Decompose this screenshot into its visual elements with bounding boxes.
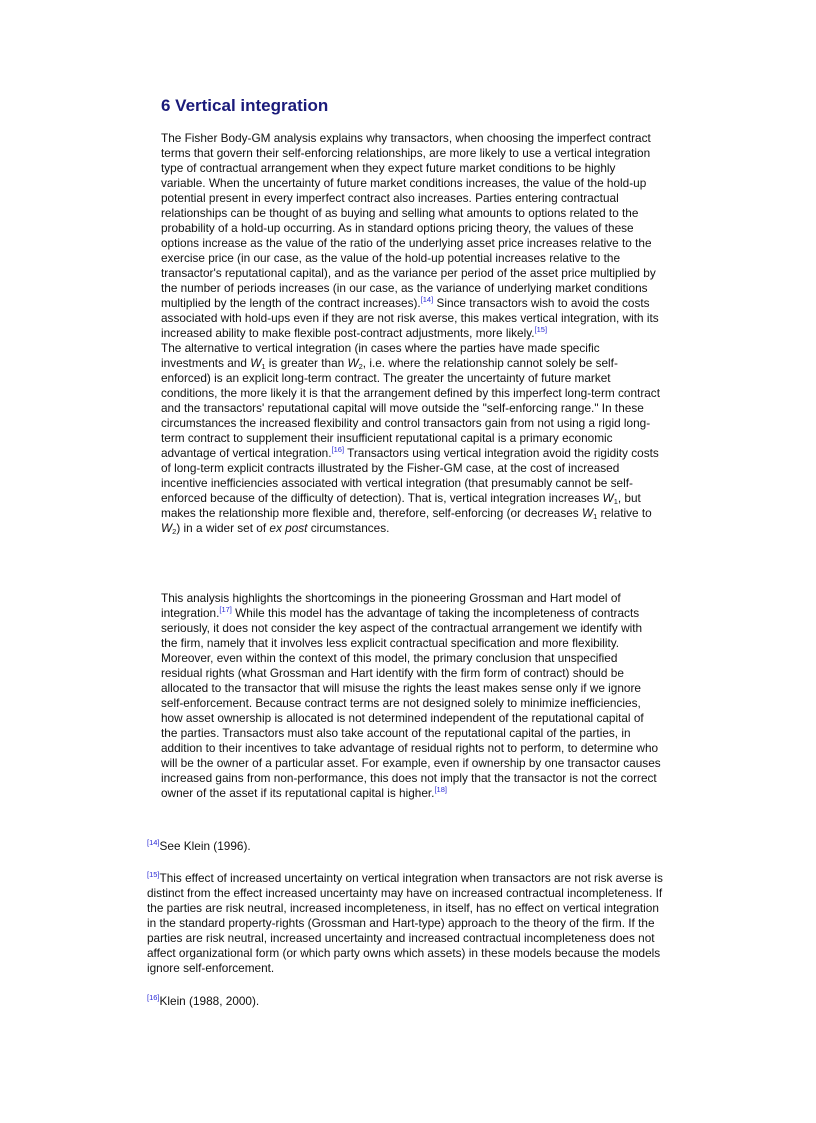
p1-text-3: The alternative to vertical integration (in cases where the parties have made specific investments and <box>161 341 600 370</box>
footnote-ref-16[interactable]: [16] <box>331 445 345 454</box>
footnote-16-text: Klein (1988, 2000). <box>159 994 260 1008</box>
var-w2-a: W <box>347 356 359 370</box>
footnote-ref-18[interactable]: [18] <box>434 785 447 794</box>
p1-text-5: , i.e. where the relationship cannot solely be self-enforced) is an explicit long-term contract. The greater the uncertainty of future market conditions, the more likely it is that the arrangement defined by this imperfect long-term contract and the transactors' reputational capital will move outside the "self-enforcing range." In these circumstances the increased flexibility and control transactors gain from not using a rigid long-term contract to supplement their insufficient reputational capital is a primary economic advantage of vertical integration. <box>161 356 660 460</box>
sub-1-c: 1 <box>593 512 598 521</box>
footnote-15-text: This effect of increased uncertainty on vertical integration when transactors are not risk averse is distinct from the effect increased uncertainty may have on increased contractual incompleteness. If the parties are risk neutral, increased incompleteness, in itself, has no effect on vertical integration in the standard property-rights (Grossman and Hart-type) approach to the theory of the firm. If the parties are risk neutral, increased uncertainty and increased contractual incompleteness does not affect organizational form (or which party owns which assets) in these models because the models ignore self-enforcement. <box>147 871 663 975</box>
sub-2-a: 2 <box>358 362 363 371</box>
section-heading: 6 Vertical integration <box>161 96 329 115</box>
sub-1-b: 1 <box>613 497 618 506</box>
p1-text-6: Transactors using vertical integration avoid the rigidity costs of long-term explicit contracts illustrated by the Fisher-GM case, at the cost of increased incentive inefficiencies associated with vertical integration (that presumably cannot be self-enforced because of the difficulty of detection). That is, vertical integration increases <box>161 446 659 505</box>
footnote-16 <box>147 994 663 1009</box>
p2-text-2: While this model has the advantage of taking the incompleteness of contracts seriously, it does not consider the key aspect of the contractual arrangement we identify with the firm, namely that it involves less explicit contractual specification and more flexibility. Moreover, even within the context of this model, the primary conclusion that unspecified residual rights (what Grossman and Hart identify with the firm form of contract) should be allocated to the transactor that will misuse the rights the least makes sense only if we ignore self-enforcement. Because contract terms are not designed solely to minimize inefficiencies, how asset ownership is allocated is not determined independent of the reputational capital of the parties. Transactors must also take account of the reputational capital of the parties, in addition to their incentives to take advantage of residual rights not to perform, to determine who will be the owner of a particular asset. For example, even if ownership by one transactor causes increased gains from non-performance, this does not imply that the transactor is not the correct owner of the asset if its reputational capital is higher. <box>161 606 661 800</box>
footnote-ref-14[interactable]: [14] <box>420 295 434 304</box>
footnote-16-marker[interactable]: [16] <box>147 993 160 1002</box>
p1-text-2: Since transactors wish to avoid the costs associated with hold-ups even if they are not risk averse, this makes vertical integration, with its increased ability to make flexible post-contract adjustments, more likely. <box>161 296 659 340</box>
paragraph-2 <box>161 591 661 801</box>
p1-text-1: The Fisher Body-GM analysis explains why transactors, when choosing the imperfect contract terms that govern their self-enforcing relationships, are more likely to use a vertical integration type of contractual arrangement when they expect future market conditions to be highly variable. When the uncertainty of future market conditions increases, the value of the hold-up potential present in every imperfect contract also increases. Parties entering contractual relationships can be thought of as buying and selling what amounts to options related to the probability of a hold-up occurring. As in standard options pricing theory, the values of these options increase as the value of the ratio of the underlying asset price increases relative to the exercise price (in our case, as the value of the hold-up potential increases relative to the transactor's reputational capital), and as the variance per period of the asset price multiplied by the number of periods increases (in our case, as the variance of underlying market conditions multiplied by the length of the contract increases). <box>161 131 656 310</box>
footnote-15-marker[interactable]: [15] <box>147 870 160 879</box>
footnote-15 <box>147 871 663 976</box>
ex-post-italic: ex post <box>269 521 308 535</box>
footnote-14-text: See Klein (1996). <box>159 839 251 853</box>
var-w1-c: W <box>581 506 594 520</box>
p1-text-4: is greater than <box>265 356 348 370</box>
sub-2-b: 2 <box>172 527 177 536</box>
var-w1-b: W <box>602 491 614 505</box>
footnote-14 <box>147 839 663 854</box>
var-w1-a: W <box>250 356 262 370</box>
sub-1-a: 1 <box>261 362 266 371</box>
p1-text-9: ) in a wider set of <box>176 521 270 535</box>
footnote-ref-17[interactable]: [17] <box>219 605 232 614</box>
var-w2-b: W <box>161 521 173 535</box>
p1-text-7: , but makes the relationship more flexible and, therefore, self-enforcing (or decreases <box>161 491 641 520</box>
footnote-ref-15[interactable]: [15] <box>534 325 548 334</box>
p1-text-8: relative to <box>597 506 652 520</box>
paragraph-1 <box>161 131 661 536</box>
p2-text-1: This analysis highlights the shortcomings in the pioneering Grossman and Hart model of integration. <box>161 591 621 620</box>
footnote-14-marker[interactable]: [14] <box>147 838 160 847</box>
p1-text-10: circumstances. <box>307 521 390 535</box>
